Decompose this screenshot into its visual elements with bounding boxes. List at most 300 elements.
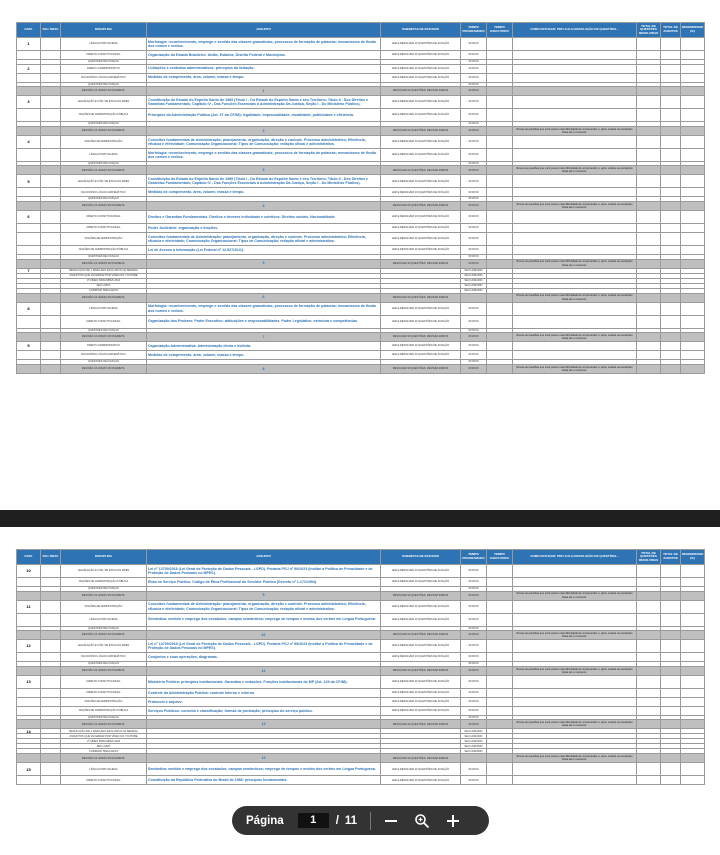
submeta-cell: LER E RESOLVER 10 QUESTÕES DE FIXAÇÃO (381, 135, 461, 148)
discipline-cell: REVISÃO 24 HORAS DO DIA/META: (61, 126, 147, 135)
how-to-study-cell (513, 640, 637, 653)
meta-cell (41, 763, 61, 776)
subject-cell: Serviços Públicos: conceito e classificação; formas de prestação; princípios do serviço público. (147, 706, 381, 715)
day-cell (17, 631, 41, 640)
zoom-in-button[interactable] (442, 810, 464, 832)
meta-cell (41, 688, 61, 697)
total-correct-cell (661, 109, 681, 122)
discipline-cell: RACIOCÍNIO LÓGICO-MATEMÁTICO (61, 188, 147, 197)
planned-time-cell: 00:30:00 (461, 245, 487, 254)
how-to-study-cell (513, 688, 637, 697)
executed-time-cell (487, 631, 513, 640)
discipline-cell: QUESTÕES DE FIXAÇÃO (61, 82, 147, 87)
subject-cell: 8 (147, 364, 381, 373)
total-correct-cell (661, 38, 681, 51)
how-to-study-cell: Revise as questões que você possui mais dificuldade de compreender e, após, analise as anotações feitas até o momento. (513, 591, 637, 600)
discipline-cell: REVISÃO 24 HORAS DO DIA/META: (61, 666, 147, 675)
discipline-cell: REVISÃO 24 HORAS DO DIA/META: (61, 259, 147, 268)
discipline-cell: ASSUNTOS QUE VAI ERRAR POR VÍDEO NO YOUTUBE (61, 734, 147, 739)
planned-time-cell: 00:30:00 (461, 666, 487, 675)
review-row (17, 364, 705, 373)
how-to-study-cell (513, 706, 637, 715)
total-correct-cell (661, 591, 681, 600)
how-to-study-cell (513, 38, 637, 51)
total-questions-cell (637, 259, 661, 268)
meta-cell (41, 188, 61, 197)
table-row (17, 675, 705, 688)
executed-time-cell (487, 175, 513, 188)
executed-time-cell (487, 333, 513, 342)
table-row (17, 578, 705, 587)
meta-cell (41, 776, 61, 785)
performance-cell (681, 38, 705, 51)
submeta-cell: RESOLVER 30 QUESTÕES, REVISAR ERROS (381, 126, 461, 135)
day-cell (17, 223, 41, 232)
total-correct-cell (661, 666, 681, 675)
table-row (17, 175, 705, 188)
executed-time-cell (487, 166, 513, 175)
column-header: DESEMPENHO (%) (681, 23, 705, 38)
current-page-input[interactable]: 1 (298, 813, 329, 828)
total-questions-cell (637, 666, 661, 675)
executed-time-cell (487, 259, 513, 268)
zoom-fit-button[interactable] (411, 810, 433, 832)
planned-time-cell: 00:30:00 (461, 613, 487, 626)
column-header: COMO ESTUDAR: PDF/ AULA/ RESOLUÇÃO DE QUESTÕES... (513, 550, 637, 565)
planned-time-cell: SEU HORÁRIO (461, 729, 487, 734)
how-to-study-cell: Revise as questões que você possui mais dificuldade de compreender e, após, analise as anotações feitas até o momento. (513, 166, 637, 175)
total-correct-cell (661, 640, 681, 653)
performance-cell (681, 188, 705, 197)
executed-time-cell (487, 364, 513, 373)
column-header: TOTAL DE ACERTOS (661, 23, 681, 38)
subject-cell: Semântica: sentido e emprego dos vocábulos; campos semânticos; emprego de tempos e modos dos verbos em Língua Portuguesa. (147, 763, 381, 776)
executed-time-cell (487, 64, 513, 73)
submeta-cell: RESOLVER 30 QUESTÕES, REVISAR ERROS (381, 259, 461, 268)
planned-time-cell: 00:30:00 (461, 776, 487, 785)
performance-cell (681, 175, 705, 188)
planned-time-cell: 00:30:00 (461, 364, 487, 373)
meta-cell (41, 333, 61, 342)
discipline-cell: SEU LIVRO (61, 744, 147, 749)
discipline-cell: QUESTÕES DE FIXAÇÃO (61, 715, 147, 720)
submeta-cell: RESOLVER 30 QUESTÕES, REVISAR ERROS (381, 631, 461, 640)
how-to-study-cell (513, 653, 637, 662)
total-questions-cell (637, 245, 661, 254)
planned-time-cell: 00:30:00 (461, 715, 487, 720)
subject-cell: 11 (147, 666, 381, 675)
column-header: TOTAL DE QUESTÕES RESOLVIDAS (637, 23, 661, 38)
performance-cell (681, 776, 705, 785)
table-row (17, 135, 705, 148)
total-correct-cell (661, 653, 681, 662)
total-questions-cell (637, 293, 661, 302)
total-questions-cell (637, 697, 661, 706)
total-questions-cell (637, 763, 661, 776)
zoom-out-button[interactable] (380, 810, 402, 832)
how-to-study-cell (513, 223, 637, 232)
submeta-cell: LER E RESOLVER 10 QUESTÕES DE FIXAÇÃO (381, 640, 461, 653)
day-cell (17, 51, 41, 60)
planned-time-cell: 00:30:00 (461, 254, 487, 259)
performance-cell (681, 666, 705, 675)
total-correct-cell (661, 754, 681, 763)
executed-time-cell (487, 315, 513, 328)
subject-cell: Constituição da República Federativa do Brasil de 1988: princípios fundamentais. (147, 776, 381, 785)
meta-cell (41, 259, 61, 268)
meta-cell (41, 706, 61, 715)
submeta-cell: LER E RESOLVER 10 QUESTÕES DE FIXAÇÃO (381, 565, 461, 578)
discipline-cell: NOÇÕES DE ADMINISTRAÇÃO (61, 135, 147, 148)
meta-cell (41, 754, 61, 763)
total-correct-cell (661, 776, 681, 785)
how-to-study-cell (513, 578, 637, 587)
planned-time-cell: 00:30:00 (461, 565, 487, 578)
day-cell (17, 666, 41, 675)
meta-cell (41, 675, 61, 688)
subject-cell: Ministério Público: princípios institucionais. Garantias e vedações. Funções institucionais do MP (Art. 129 da CF/88). (147, 675, 381, 688)
planned-time-cell: 00:30:00 (461, 64, 487, 73)
day-cell: 4 (17, 135, 41, 148)
planned-time-cell: 00:30:00 (461, 600, 487, 613)
planned-time-cell: 00:30:00 (461, 135, 487, 148)
performance-cell (681, 293, 705, 302)
review-row (17, 259, 705, 268)
review-row (17, 166, 705, 175)
executed-time-cell (487, 87, 513, 96)
table-row (17, 38, 705, 51)
total-questions-cell (637, 96, 661, 109)
total-questions-cell (637, 188, 661, 197)
column-header: TEMPO EXECUTADO (487, 550, 513, 565)
total-correct-cell (661, 210, 681, 223)
total-correct-cell (661, 302, 681, 315)
performance-cell (681, 351, 705, 360)
executed-time-cell (487, 245, 513, 254)
meta-cell (41, 96, 61, 109)
submeta-cell: LER E RESOLVER 10 QUESTÕES DE FIXAÇÃO (381, 613, 461, 626)
discipline-cell: VÍ VÍDEO PARA MPES 2024 (61, 278, 147, 283)
total-questions-cell (637, 73, 661, 82)
submeta-cell: LER E RESOLVER 10 QUESTÕES DE FIXAÇÃO (381, 64, 461, 73)
performance-cell (681, 631, 705, 640)
subject-cell: Organização Administrativa: Administração direta e indireta. (147, 342, 381, 351)
executed-time-cell (487, 591, 513, 600)
how-to-study-cell (513, 73, 637, 82)
total-questions-cell (637, 754, 661, 763)
executed-time-cell (487, 51, 513, 60)
planned-time-cell (461, 754, 487, 763)
table-row (17, 223, 705, 232)
submeta-cell: RESOLVER 30 QUESTÕES, REVISAR ERROS (381, 591, 461, 600)
total-questions-cell (637, 688, 661, 697)
day-cell (17, 776, 41, 785)
performance-cell (681, 96, 705, 109)
executed-time-cell (487, 351, 513, 360)
submeta-cell: LER E RESOLVER 10 QUESTÕES DE FIXAÇÃO (381, 600, 461, 613)
meta-cell (41, 232, 61, 245)
submeta-cell: LER E RESOLVER 10 QUESTÕES DE FIXAÇÃO (381, 210, 461, 223)
executed-time-cell (487, 688, 513, 697)
executed-time-cell (487, 223, 513, 232)
subject-cell: 12 (147, 720, 381, 729)
meta-cell (41, 720, 61, 729)
how-to-study-cell (513, 302, 637, 315)
subject-cell: 2 (147, 126, 381, 135)
planned-time-cell: 00:30:00 (461, 302, 487, 315)
performance-cell (681, 166, 705, 175)
column-header: ASSUNTO (147, 23, 381, 38)
total-correct-cell (661, 135, 681, 148)
how-to-study-cell (513, 64, 637, 73)
total-questions-cell (637, 720, 661, 729)
planned-time-cell: 00:30:00 (461, 631, 487, 640)
day-cell (17, 653, 41, 662)
subject-cell: Organização dos Poderes: Poder Executivo: atribuições e responsabilidades. Poder Legislativo: estrutura e competências. (147, 315, 381, 328)
total-correct-cell (661, 631, 681, 640)
executed-time-cell (487, 653, 513, 662)
total-correct-cell (661, 96, 681, 109)
column-header: SUBMETAS DE ESTUDOS (381, 550, 461, 565)
subject-cell: Medidas de comprimento, área, volume, massa e tempo. (147, 188, 381, 197)
total-correct-cell (661, 565, 681, 578)
discipline-cell: LÍNGUA PORTUGUESA (61, 613, 147, 626)
how-to-study-cell: Revise as questões que você possui mais dificuldade de compreender e, após, analise as anotações feitas até o momento. (513, 259, 637, 268)
subject-cell: Lei de Acesso à Informação (Lei Federal nº 12.527/2011). (147, 245, 381, 254)
executed-time-cell (487, 126, 513, 135)
subject-cell: Organização do Estado Brasileiro: União, Estados, Distrito Federal e Municípios. (147, 51, 381, 60)
executed-time-cell (487, 666, 513, 675)
submeta-cell: LER E RESOLVER 10 QUESTÕES DE FIXAÇÃO (381, 342, 461, 351)
meta-cell (41, 109, 61, 122)
planned-time-cell: SEU HORÁRIO (461, 288, 487, 293)
total-correct-cell (661, 73, 681, 82)
performance-cell (681, 148, 705, 161)
executed-time-cell (487, 720, 513, 729)
how-to-study-cell: Revise as questões que você possui mais dificuldade de compreender e, após, analise as anotações feitas até o momento. (513, 293, 637, 302)
discipline-cell: NOÇÕES DE ADMINISTRAÇÃO PÚBLICA (61, 245, 147, 254)
day-cell (17, 73, 41, 82)
planned-time-cell: 00:30:00 (461, 763, 487, 776)
subject-cell: 3 (147, 166, 381, 175)
executed-time-cell (487, 763, 513, 776)
discipline-cell: QUESTÕES DE FIXAÇÃO (61, 662, 147, 667)
total-questions-cell (637, 613, 661, 626)
day-cell: 5 (17, 175, 41, 188)
discipline-cell: LEGISLAÇÃO E CÓD. DE ÉTICA DO MPES (61, 640, 147, 653)
page-label: Página (246, 814, 284, 827)
table-row (17, 600, 705, 613)
meta-cell (41, 631, 61, 640)
review-row (17, 666, 705, 675)
total-questions-cell (637, 640, 661, 653)
submeta-cell: LER E RESOLVER 10 QUESTÕES DE FIXAÇÃO (381, 73, 461, 82)
total-correct-cell (661, 333, 681, 342)
planned-time-cell: 00:30:00 (461, 175, 487, 188)
day-cell (17, 706, 41, 715)
subject-cell: Protocolo e arquivo. (147, 697, 381, 706)
total-correct-cell (661, 706, 681, 715)
total-questions-cell (637, 351, 661, 360)
discipline-cell: CORRIGIR SIMULADOS (61, 749, 147, 754)
discipline-cell: LEGISLAÇÃO E CÓD. DE ÉTICA DO MPES (61, 96, 147, 109)
discipline-cell: LÍNGUA PORTUGUESA (61, 763, 147, 776)
total-correct-cell (661, 364, 681, 373)
submeta-cell: LER E RESOLVER 10 QUESTÕES DE FIXAÇÃO (381, 148, 461, 161)
planned-time-cell: SEU HORÁRIO (461, 734, 487, 739)
table-row (17, 109, 705, 122)
total-questions-cell (637, 706, 661, 715)
total-correct-cell (661, 201, 681, 210)
total-questions-cell (637, 223, 661, 232)
submeta-cell: LER E RESOLVER 10 QUESTÕES DE FIXAÇÃO (381, 315, 461, 328)
discipline-cell: QUESTÕES DE FIXAÇÃO (61, 254, 147, 259)
planned-time-cell: 00:30:00 (461, 87, 487, 96)
performance-cell (681, 675, 705, 688)
table-row (17, 613, 705, 626)
total-correct-cell (661, 64, 681, 73)
how-to-study-cell: Revise as questões que você possui mais dificuldade de compreender e, após, analise as anotações feitas até o momento. (513, 754, 637, 763)
discipline-cell: DIREITO ADMINISTRATIVO (61, 64, 147, 73)
executed-time-cell (487, 342, 513, 351)
discipline-cell: LÍNGUA PORTUGUESA (61, 148, 147, 161)
discipline-cell: REVISÃO 24 HORAS DO DIA/META: (61, 293, 147, 302)
total-correct-cell (661, 697, 681, 706)
performance-cell (681, 126, 705, 135)
planned-time-cell: 00:30:00 (461, 197, 487, 202)
discipline-cell: LÍNGUA PORTUGUESA (61, 38, 147, 51)
executed-time-cell (487, 706, 513, 715)
meta-cell (41, 351, 61, 360)
day-cell: 1 (17, 38, 41, 51)
discipline-cell: LÍNGUA PORTUGUESA (61, 302, 147, 315)
table-row (17, 188, 705, 197)
meta-cell (41, 342, 61, 351)
day-cell (17, 293, 41, 302)
subject-cell: 5 (147, 259, 381, 268)
planned-time-cell: 00:30:00 (461, 60, 487, 65)
meta-cell (41, 640, 61, 653)
planned-time-cell: 00:30:00 (461, 82, 487, 87)
minus-icon (384, 814, 398, 828)
performance-cell (681, 342, 705, 351)
total-questions-cell (637, 333, 661, 342)
planned-time-cell: 00:30:00 (461, 675, 487, 688)
submeta-cell: LER E RESOLVER 10 QUESTÕES DE FIXAÇÃO (381, 351, 461, 360)
discipline-cell: RACIOCÍNIO LÓGICO-MATEMÁTICO (61, 351, 147, 360)
discipline-cell: DIREITO CONSTITUCIONAL (61, 315, 147, 328)
total-questions-cell (637, 776, 661, 785)
discipline-cell: DIREITO CONSTITUCIONAL (61, 223, 147, 232)
subject-cell: 1 (147, 87, 381, 96)
table-row (17, 302, 705, 315)
discipline-cell: REVISÃO 24 HORAS DO DIA/META: (61, 333, 147, 342)
total-questions-cell (637, 109, 661, 122)
plus-icon (446, 814, 460, 828)
day-cell: 7 (17, 268, 41, 273)
meta-cell (41, 578, 61, 587)
submeta-cell: LER E RESOLVER 10 QUESTÕES DE FIXAÇÃO (381, 109, 461, 122)
planned-time-cell: 00:30:00 (461, 342, 487, 351)
how-to-study-cell (513, 600, 637, 613)
meta-cell (41, 223, 61, 232)
day-cell (17, 613, 41, 626)
total-questions-cell (637, 87, 661, 96)
total-correct-cell (661, 148, 681, 161)
column-header: DIA / META (41, 550, 61, 565)
how-to-study-cell (513, 613, 637, 626)
subject-cell: 10 (147, 631, 381, 640)
day-cell: 14 (17, 729, 41, 734)
day-cell (17, 364, 41, 373)
table-row (17, 232, 705, 245)
how-to-study-cell: Revise as questões que você possui mais dificuldade de compreender e, após, analise as anotações feitas até o momento. (513, 631, 637, 640)
total-correct-cell (661, 688, 681, 697)
column-header: TEMPO PROGRAMADO (461, 23, 487, 38)
discipline-cell: DIREITO CONSTITUCIONAL (61, 210, 147, 223)
executed-time-cell (487, 96, 513, 109)
meta-cell (41, 51, 61, 60)
review-row (17, 720, 705, 729)
meta-cell (41, 175, 61, 188)
total-correct-cell (661, 720, 681, 729)
planned-time-cell: 00:30:00 (461, 166, 487, 175)
subject-cell: Morfologia: reconhecimento, emprego e sentido das classes gramaticais; processos de formação de palavras; mecanismos de flexão dos nomes e verbos. (147, 302, 381, 315)
how-to-study-cell (513, 342, 637, 351)
executed-time-cell (487, 302, 513, 315)
performance-cell (681, 210, 705, 223)
meta-cell (41, 135, 61, 148)
review-row (17, 87, 705, 96)
study-plan-table (16, 549, 705, 785)
table-row (17, 776, 705, 785)
toolbar-divider (370, 812, 371, 830)
total-correct-cell (661, 166, 681, 175)
performance-cell (681, 688, 705, 697)
review-row (17, 631, 705, 640)
how-to-study-cell: Revise as questões que você possui mais dificuldade de compreender e, após, analise as anotações feitas até o momento. (513, 364, 637, 373)
total-questions-cell (637, 591, 661, 600)
discipline-cell: QUESTÕES DE FIXAÇÃO (61, 122, 147, 127)
day-cell: 11 (17, 600, 41, 613)
discipline-cell: QUESTÕES DE FIXAÇÃO (61, 328, 147, 333)
how-to-study-cell: Revise as questões que você possui mais dificuldade de compreender e, após, analise as anotações feitas até o momento. (513, 720, 637, 729)
day-cell: 2 (17, 64, 41, 73)
day-cell (17, 315, 41, 328)
day-cell (17, 333, 41, 342)
subject-cell: 9 (147, 591, 381, 600)
planned-time-cell: 00:30:00 (461, 333, 487, 342)
performance-cell (681, 64, 705, 73)
column-header: TOTAL DE QUESTÕES RESOLVIDAS (637, 550, 661, 565)
total-correct-cell (661, 315, 681, 328)
meta-cell (41, 697, 61, 706)
total-correct-cell (661, 188, 681, 197)
performance-cell (681, 201, 705, 210)
planned-time-cell: 00:30:00 (461, 161, 487, 166)
total-correct-cell (661, 223, 681, 232)
total-questions-cell (637, 126, 661, 135)
how-to-study-cell (513, 232, 637, 245)
planned-time-cell: 00:30:00 (461, 109, 487, 122)
total-correct-cell (661, 293, 681, 302)
planned-time-cell: 00:30:00 (461, 640, 487, 653)
subject-cell: Controle da Administração Pública: controle interno e externo. (147, 688, 381, 697)
performance-cell (681, 653, 705, 662)
table-row (17, 51, 705, 60)
review-row (17, 333, 705, 342)
performance-cell (681, 315, 705, 328)
